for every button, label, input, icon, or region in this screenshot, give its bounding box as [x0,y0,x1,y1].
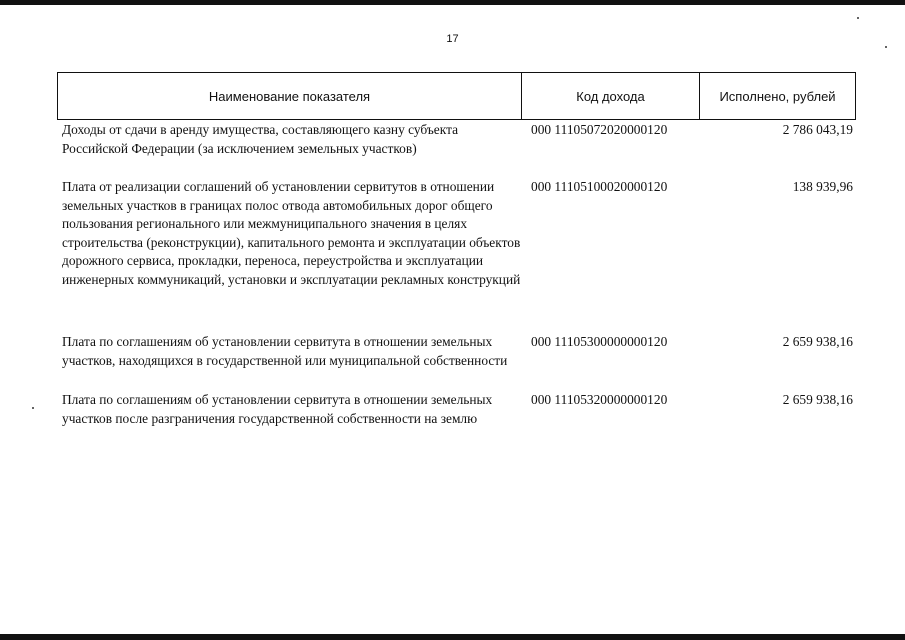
row-executed-amount: 138 939,96 [792,179,853,194]
row-indicator-name: Плата от реализации соглашений об установлении сервитутов в отношении земельных участков в границах полос отвода автомобильных дорог общего пользования регионального или межмуниципального значения в целях строительства (реконструкции), капитального ремонта и эксплуатации объектов дорожного сервиса, прокладки, переноса, переустройства и эксплуатации инженерных коммуникаций, установки и эксплуатации рекламных конструкций [62,179,521,287]
row-indicator-name: Плата по соглашениям об установлении сервитута в отношении земельных участков, находящихся в государственной или муниципальной собственности [62,334,508,368]
scan-speck [32,407,34,409]
scan-top-border [0,0,905,5]
table-header [57,72,856,120]
header-indicator-name: Наименование показателя [58,73,522,119]
page-number: 17 [446,33,459,45]
row-income-code: 000 11105100020000120 [531,179,668,194]
row-indicator-name: Плата по соглашениям об установлении сервитута в отношении земельных участков после разграничения государственной собственности на землю [62,392,493,426]
row-executed-amount: 2 786 043,19 [782,122,853,137]
row-income-code: 000 11105300000000120 [531,334,668,349]
header-executed-amount: Исполнено, рублей [719,88,836,104]
scan-bottom-border [0,634,905,640]
header-income-code: Код дохода [522,73,700,119]
row-income-code: 000 11105320000000120 [531,392,668,407]
row-income-code: 000 11105072020000120 [531,122,668,137]
scan-speck [857,17,859,19]
row-executed-amount: 2 659 938,16 [782,392,853,407]
scan-speck [885,46,887,48]
row-indicator-name: Доходы от сдачи в аренду имущества, составляющего казну субъекта Российской Федерации (за исключением земельных участков) [62,122,459,156]
row-executed-amount: 2 659 938,16 [782,334,853,349]
